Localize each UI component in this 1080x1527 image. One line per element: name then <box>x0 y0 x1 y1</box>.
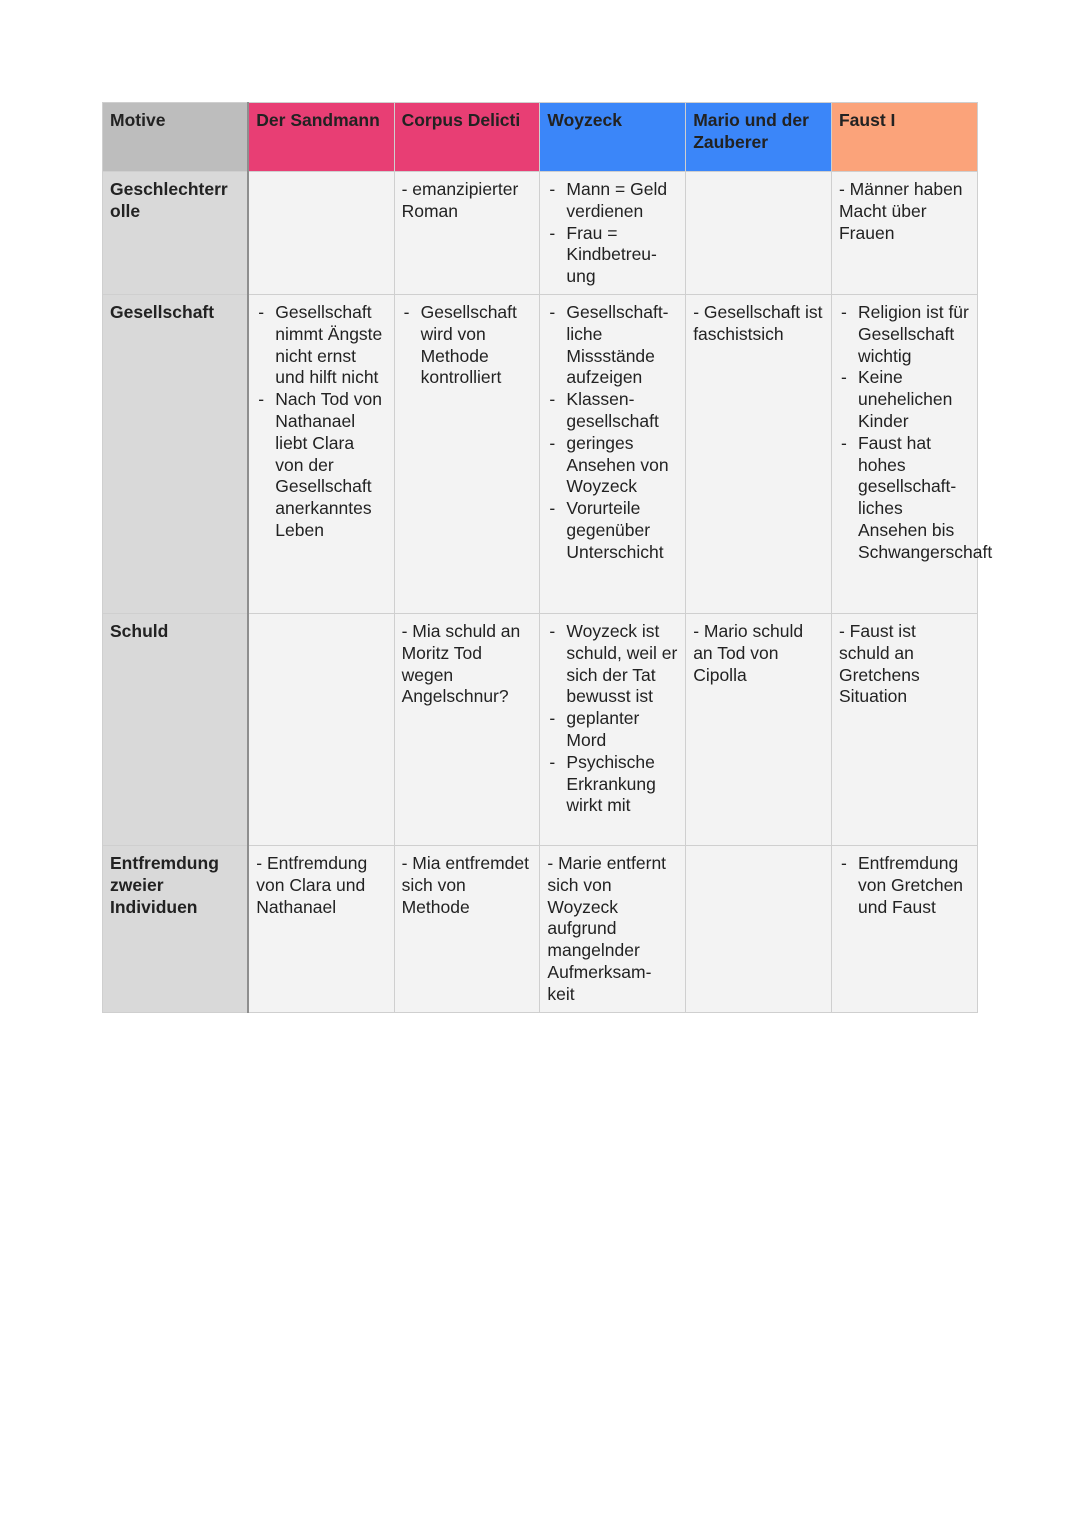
cell-text: - Marie entfernt sich von Woyzeck aufgrund mangelnder Aufmerksam-keit <box>547 853 667 1004</box>
cell-list <box>256 302 386 542</box>
motive-label <box>103 172 249 295</box>
motive-label-line: zweier <box>110 874 164 895</box>
table-row <box>103 614 978 846</box>
cell-list <box>839 853 970 918</box>
cell-faust <box>831 614 977 846</box>
cell-mario <box>686 295 832 614</box>
header-row <box>103 103 978 172</box>
header-work-sandmann: Der Sandmann <box>248 103 394 172</box>
cell-mario <box>686 172 832 295</box>
header-work-faust: Faust I <box>831 103 977 172</box>
motive-label <box>103 614 249 846</box>
cell-woyzeck <box>540 846 686 1013</box>
cell-sandmann <box>248 172 394 295</box>
motive-label <box>103 846 249 1013</box>
table-body <box>103 172 993 1013</box>
cell-woyzeck <box>540 614 686 846</box>
cell-mario <box>686 846 832 1013</box>
cell-text: - emanzipierter Roman <box>401 179 519 221</box>
cell-text: - Mario schuld an Tod von Cipolla <box>693 621 804 685</box>
header-work-mario: Mario und der Zauberer <box>686 103 832 172</box>
list-item: - Religion ist für Gesellschaft wichtig <box>839 302 970 367</box>
list-item: - Vorurteile gegenüber Unterschicht <box>547 498 678 563</box>
cell-text: - Mia schuld an Moritz Tod wegen Angelschnur? <box>401 621 521 707</box>
list-item: - Psychische Erkrankung wirkt mit <box>547 752 678 817</box>
cell-sandmann <box>248 614 394 846</box>
list-item: - Gesellschaft wird von Methode kontrolliert <box>402 302 533 389</box>
table-row <box>103 172 978 295</box>
list-item: - Woyzeck ist schuld, weil er sich der Tat bewusst ist <box>547 621 678 708</box>
cell-list <box>547 179 678 288</box>
header-work-woyzeck: Woyzeck <box>540 103 686 172</box>
list-item: - Frau = Kindbetreu-ung <box>547 223 678 288</box>
list-item: - Mann = Geld verdienen <box>547 179 678 223</box>
cell-sandmann <box>248 295 394 614</box>
cell-list <box>547 621 678 817</box>
list-item: - Keine unehelichen Kinder <box>839 367 970 432</box>
motives-table <box>102 102 993 1013</box>
cell-corpus-delicti <box>394 172 540 295</box>
header-work-corpus-delicti: Corpus Delicti <box>394 103 540 172</box>
cell-faust <box>831 846 977 1013</box>
cell-corpus-delicti <box>394 846 540 1013</box>
cell-faust <box>831 172 977 295</box>
list-item: - Entfremdung von Gretchen und Faust <box>839 853 970 918</box>
cell-sandmann <box>248 846 394 1013</box>
list-item: - Faust hat hohes gesellschaft-liches Ansehen bis Schwangerschaft <box>839 433 970 564</box>
motive-label <box>103 295 249 614</box>
motive-label-line: Individuen <box>110 896 198 917</box>
table-row <box>103 846 978 1013</box>
motive-label-line: Geschlechterr <box>110 179 228 199</box>
cell-mario <box>686 614 832 846</box>
cell-text: - Faust ist schuld an Gretchens Situation <box>838 621 920 707</box>
list-item: - Gesellschaft nimmt Ängste nicht ernst und hilft nicht <box>256 302 386 389</box>
cell-list <box>402 302 533 389</box>
cell-text: - Entfremdung von Clara und Nathanael <box>256 853 368 917</box>
cell-corpus-delicti <box>394 295 540 614</box>
header-motive: Motive <box>103 103 249 172</box>
cell-text: - Mia entfremdet sich von Methode <box>401 853 529 917</box>
cell-woyzeck <box>540 172 686 295</box>
cell-text: - Gesellschaft ist faschistsich <box>693 302 823 344</box>
motive-label-line: Entfremdung <box>110 853 219 873</box>
cell-text: - Männer haben Macht über Frauen <box>838 179 963 243</box>
cell-woyzeck <box>540 295 686 614</box>
list-item: - geringes Ansehen von Woyzeck <box>547 433 678 498</box>
list-item: - Klassen-gesellschaft <box>547 389 678 433</box>
cell-corpus-delicti <box>394 614 540 846</box>
motive-label-line: Gesellschaft <box>110 302 215 322</box>
cell-faust <box>831 295 993 614</box>
list-item: - Nach Tod von Nathanael liebt Clara von der Gesellschaft anerkanntes Leben <box>256 389 386 542</box>
list-item: - Gesellschaft-liche Missstände aufzeigen <box>547 302 678 389</box>
table-row <box>103 295 978 614</box>
motive-label-line: olle <box>110 200 141 221</box>
list-item: - geplanter Mord <box>547 708 678 752</box>
cell-list <box>547 302 678 564</box>
cell-list <box>839 302 993 564</box>
motive-label-line: Schuld <box>110 621 169 641</box>
